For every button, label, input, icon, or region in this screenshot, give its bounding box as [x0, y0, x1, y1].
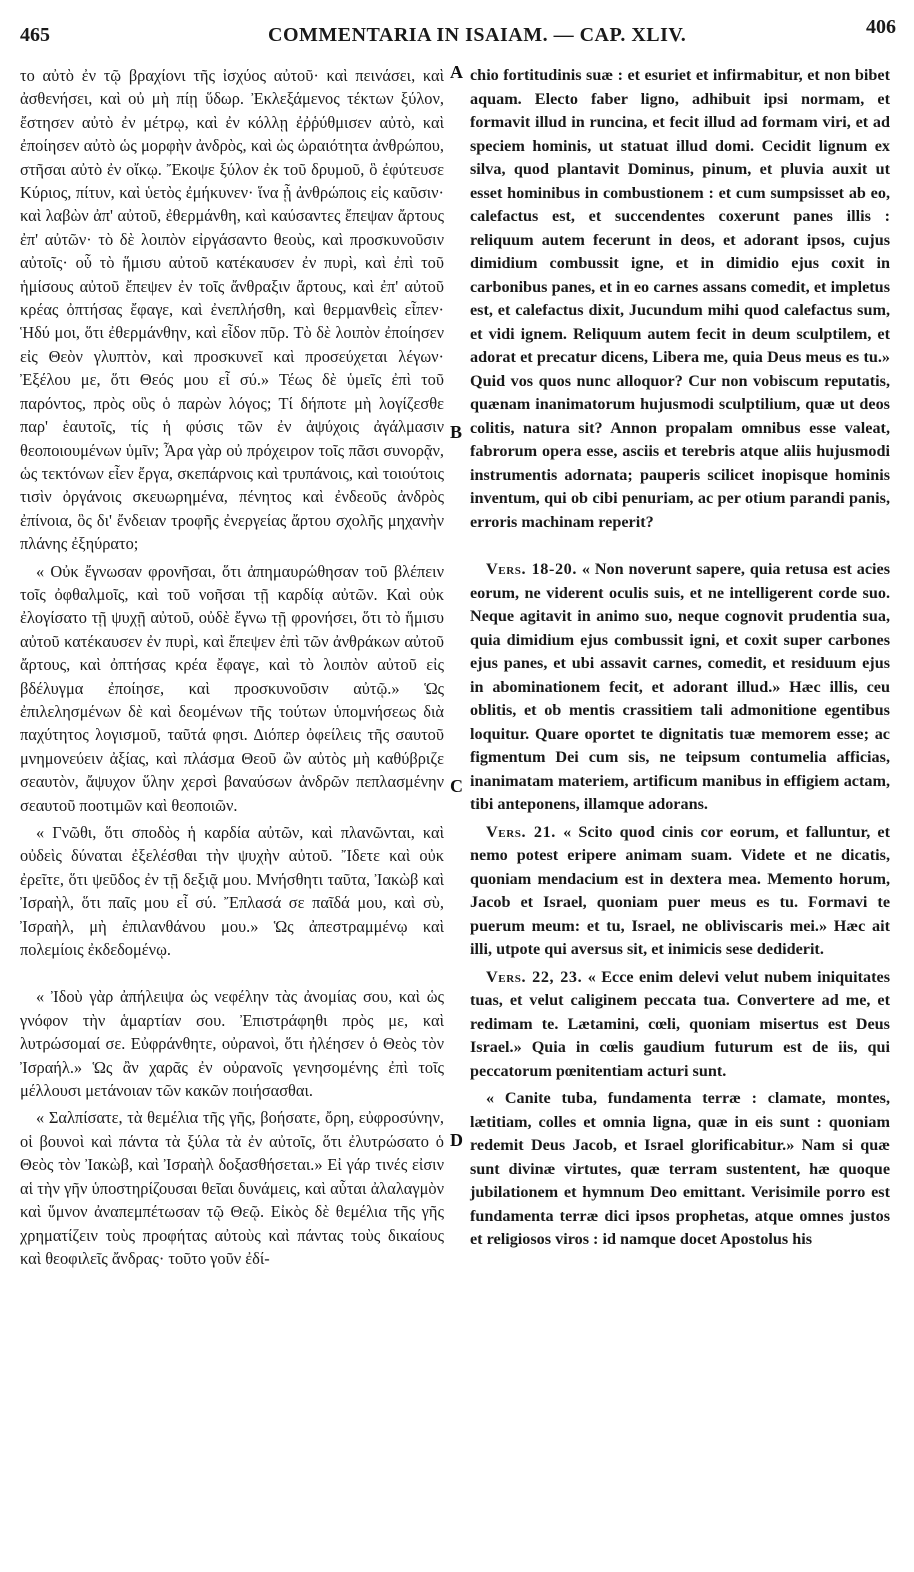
verse-text: « Ecce enim delevi velut nubem iniquitates tuas, et velut caliginem peccata tua. Convertere ad me, et redimam te. Lætamini, cœli, quoniam misertus est Deus Israel.» Quia in cœlis gaudium futurum est de iis, qui peccatorum pœnitentiam acturi sunt.: [470, 967, 891, 1080]
greek-paragraph-2: « Οὐκ ἔγνωσαν φρονῆσαι, ὅτι ἀπημαυρώθησαν τοῦ βλέπειν τοῖς ὀφθαλμοῖς, καὶ τοῦ νοῆσαι τῇ καρδίᾳ αὐτῶν. Καὶ οὐκ ἐλογίσατο τῇ ψυχῇ αὐτοῦ, οὐδὲ ἔγνω τῇ φρονήσει, ὅτι τὸ ἥμισυ αὐτοῦ κατέκαυσεν ἐν πυρὶ, καὶ ἔπεψεν ἐπὶ τῶν ἀνθράκων αὐτοῦ ἄρτους, καὶ ὀπτήσας κρέα ἔφαγε, καὶ τὸ λοιπὸν αὐτοῦ εἰς βδέλυγμα ἐποίησε, καὶ προσκυνοῦσιν αὐτῷ.» Ὡς ἐπιλελησμένων δὲ καὶ δεομένων τῆς τούτων ὑπομνήσεως διὰ παχύτητος λογισμοῦ, ταῦτά φησι. Διόπερ ὀφείλεις τῆς σαυτοῦ μνημονεύειν ἀξίας, καὶ πλάσμα Θεοῦ ὢν αὐτὸς μὴ καθύβριζε σεαυτὸν, ἄψυχον ὕλην χερσὶ βαναύσων ἀνδρῶν πεπλασμένην σεαυτοῦ ποοτιμῶν καὶ θεοποιῶν.: [20, 561, 444, 815]
latin-verse-22-23: [470, 966, 890, 1084]
verse-text: « Non noverunt sapere, quia retusa est acies eorum, ne viderent oculis suis, et ne intelligerent corde suo. Neque agitavit in animo suo, neque cognovit prudentia sua, quia dimidium ejus combussit igni, et coxit super carbones ejus panes, et ubi assavit carnes, comedit, et residuum ejus in abominationem fecit, et adorant illud.» Hæc illis, ceu oblitis, et ob mentis crassitiem tali admonitione egentibus loquitur. Quare oportet te dignitatis tuæ memorem esse; ac figmentum Dei cum sis, ne teipsum contumelia afficias, inanimatam materiem, artificum manibus in effigiem actam, tibi anteponens, illamque adorans.: [470, 560, 891, 813]
margin-letter-b: B: [450, 422, 463, 442]
latin-column: [470, 64, 890, 1252]
page-number-right: 406: [866, 16, 896, 38]
verse-label: Vers. 22, 23.: [486, 967, 583, 986]
margin-letter-d: D: [450, 1130, 463, 1150]
page-header: [20, 14, 896, 44]
verse-label: Vers. 21.: [486, 822, 556, 841]
latin-paragraph-1: chio fortitudinis suæ : et esuriet et infirmabitur, et non bibet aquam. Electo faber ligno, adhibuit ipsi normam, et formavit illud in runcina, et fecit illud ad formam viri, et ad speciem hominis, ut statuat illud domi. Cecidit lignum ex silva, quod plantavit Dominus, pinum, et pluvia auxit ut esset hominibus in combustionem : et cum sumpsisset ab eo, calefactus est, et succendentes coxerunt panes illis : reliquum autem fecerunt in deos, et adorant ipsos, cujus dimidium combussit igne, et in dimidio ejus coxit in carbonibus panes, et in eo carnes assans comedit, et impletus est, et calefactus dixit, Jucundum mihi quod calefactus sum, et vidi ignem. Reliquum autem fecit in deum sculptilem, et adorat et precatur dicens, Libera me, quia Deus meus es tu.» Quid vos quos nunc alloquor? Cur non vobiscum reputatis, quænam inanimatorum hujusmodi sculptilium, quæ ut deos colitis, natura sit? Annon propalam omnibus esse valeat, fabrorum opera esse, asciis et terebris atque aliis hujusmodi instrumentis adornata; pauperis scilicet inopisque hominis inventum, qui ob cibi penuriam, ac per otium parandi panis, erroris machinam reperit?: [470, 66, 890, 531]
greek-paragraph-4: « Ἰδοὺ γὰρ ἀπήλειψα ὡς νεφέλην τὰς ἀνομίας σου, καὶ ὡς γνόφον τὴν ἁμαρτίαν σου. Ἐπιστράφηθι πρὸς με, καὶ λυτρώσομαί σε. Εὐφράνθητε, οὐρανοὶ, ὅτι ἠλέησεν ὁ Θεὸς τὸν Ἰσραήλ.» Ὡς ἂν χαρᾶς ἐν οὐρανοῖς γενησομένης ἐπὶ τοῖς μέλλουσι μετάνοιαν τῶν κακῶν ποιήσασθαι.: [20, 987, 444, 1101]
greek-column: [20, 64, 444, 1270]
greek-paragraph-5: « Σαλπίσατε, τὰ θεμέλια τῆς γῆς, βοήσατε, ὄρη, εὐφροσύνην, οἱ βουνοὶ καὶ πάντα τὰ ξύλα τὰ ἐν αὐτοῖς, ὅτι ἐλυτρώσατο ὁ Θεὸς τὸν Ἰακὼβ, καὶ Ἰσραὴλ δοξασθήσεται.» Εἰ γάρ τινές εἰσιν αἱ τὴν γῆν ὑποστηρίζουσαι θεῖαι δυνάμεις, καὶ αὗται ἀλαλαγμὸν καὶ ὕμνον ἀναπεμπέτωσαν τῷ Θεῷ. Εἰκὸς δὲ θεμέλια τῆς γῆς χρηματίζειν τοὺς προφήτας αὐτοὺς καὶ πάντας τοὺς δικαίους καὶ θεοφιλεῖς ἄνδρας· τοῦτο γοῦν ἐδί-: [20, 1108, 444, 1268]
greek-paragraph-3: « Γνῶθι, ὅτι σποδὸς ἡ καρδία αὐτῶν, καὶ πλανῶνται, καὶ οὐδεὶς δύναται ἐξελέσθαι τὴν ψυχὴν αὐτοῦ. Ἴδετε καὶ οὐκ ἐρεῖτε, ὅτι ψεῦδος ἐν τῇ δεξιᾷ μου. Μνήσθητι ταῦτα, Ἰακὼβ καὶ Ἰσραὴλ, ὅτι παῖς μου εἶ σύ. Ἔπλασά σε παῖδά μου, καὶ σὺ, Ἰσραὴλ, μὴ ἐπιλανθάνου μου.» Ὡς ἀπεστραμμένῳ καὶ πολεμίοις ἐκδεδομένῳ.: [20, 823, 444, 960]
margin-letter-c: C: [450, 776, 463, 796]
verse-label: Vers. 18-20.: [486, 560, 578, 578]
latin-verse-18-20: [470, 558, 890, 817]
greek-paragraph-1: το αὐτὸ ἐν τῷ βραχίονι τῆς ἰσχύος αὐτοῦ· καὶ πεινάσει, καὶ ἀσθενήσει, καὶ οὐ μὴ πίῃ ὕδωρ. Ἐκλεξάμενος τέκτων ξύλον, ἔστησεν αὐτὸ ἐν μέτρῳ, καὶ ἐν κόλλῃ ἐῤῥύθμισεν αὐτὸ, καὶ ἐποίησεν αὐτὸ ὡς μορφὴν ἀνδρὸς, καὶ ὡς ὡραιότητα ἀνθρώπου, στῆσαι αὐτὸ ἐν οἴκῳ. Ἔκοψε ξύλον ἐκ τοῦ δρυμοῦ, ὃ ἐφύτευσε Κύριος, πίτυν, καὶ ὑετὸς ἐμήκυνεν· ἵνα ᾖ ἀνθρώποις εἰς καῦσιν· καὶ λαβὼν ἀπ' αὐτοῦ, ἐθερμάνθη, καὶ καύσαντες ἔπεψαν ἄρτους ἐπ' αὐτῶν· τὸ δὲ λοιπὸν εἰργάσαντο θεοὺς, καὶ προσκυνοῦσιν αὐτοῖς· οὗ τὸ ἥμισυ αὐτοῦ κατέκαυσεν ἐν πυρὶ, καὶ ἐπὶ τοῦ ἡμίσους αὐτοῦ ἔπεψεν ἐν τοῖς ἄνθραξιν ἄρτους, καὶ ἐπ' αὐτοῦ κρέας ὀπτήσας ἔφαγε, καὶ ἐνεπλήσθη, καὶ θερμανθεὶς εἶπεν· Ἡδύ μοι, ὅτι ἐθερμάνθην, καὶ εἶδον πῦρ. Τὸ δὲ λοιπὸν ἐποίησεν εἰς Θεὸν γλυπτὸν, καὶ προσκυνεῖ καὶ προσεύχεται λέγων· Ἐξέλου με, ὅτι Θεός μου εἶ σύ.» Τέως δὲ ὑμεῖς ἐπὶ τοῦ παρόντος, πρὸς οὓς ὁ παρὼν λόγος; Τί δήποτε μὴ λογίζεσθε παρ' ἑαυτοῖς, τίς ἡ φύσις τῶν ἐν ἀψύχοις ἀγάλμασιν θεοποιουμένων ὑμῖν; Ἆρα γὰρ οὐ πρόχειρον τοῖς πᾶσι συνορᾷν, ὡς τεκτόνων εἶεν ἔργα, σκεπάρνοις καὶ τρυπάνοις, καὶ τοιούτοις τισὶν ὀργάνοις σκευωρημένα, πένητος καὶ ἐνδεοῦς ἀνδρὸς ἐπίνοια, ὃς δι' ἔνδειαν τροφῆς ἐνεργείας ἄρτου σχολῆς μηχανὴν πλάνης ἐξηύρατο;: [20, 66, 444, 554]
latin-paragraph-5: « Canite tuba, fundamenta terræ : clamate, montes, lætitiam, colles et omnia ligna, quæ in eis sunt : quoniam redemit Deus Jacob, et Israel glorificabitur.» Nam si quæ sunt divinæ virtutes, quæ terram sustentent, hæ quoque jubilationem et hymnum Deo emittant. Verisimile porro est fundamenta terræ dici ipsos prophetas, atque omnes justos et religiosos viros : id namque docet Apostolus his: [470, 1089, 890, 1248]
verse-text: « Scito quod cinis cor eorum, et falluntur, et nemo potest eripere animam suam. Videte et ne dicatis, quoniam mendacium est in dextera mea. Memento horum, Jacob et Israel, quoniam puer meus es tu. Formavi te puerum meum: et tu, Israel, ne obliviscaris mei.» Hæc ait illi, utpote qui aversus sit, et inimicis sese dediderit.: [470, 822, 891, 958]
running-title: COMMENTARIA IN ISAIAM. — CAP. XLIV.: [268, 24, 687, 46]
latin-verse-21: [470, 821, 890, 962]
margin-letter-a: A: [450, 62, 463, 82]
page-number-left: 465: [20, 24, 50, 46]
